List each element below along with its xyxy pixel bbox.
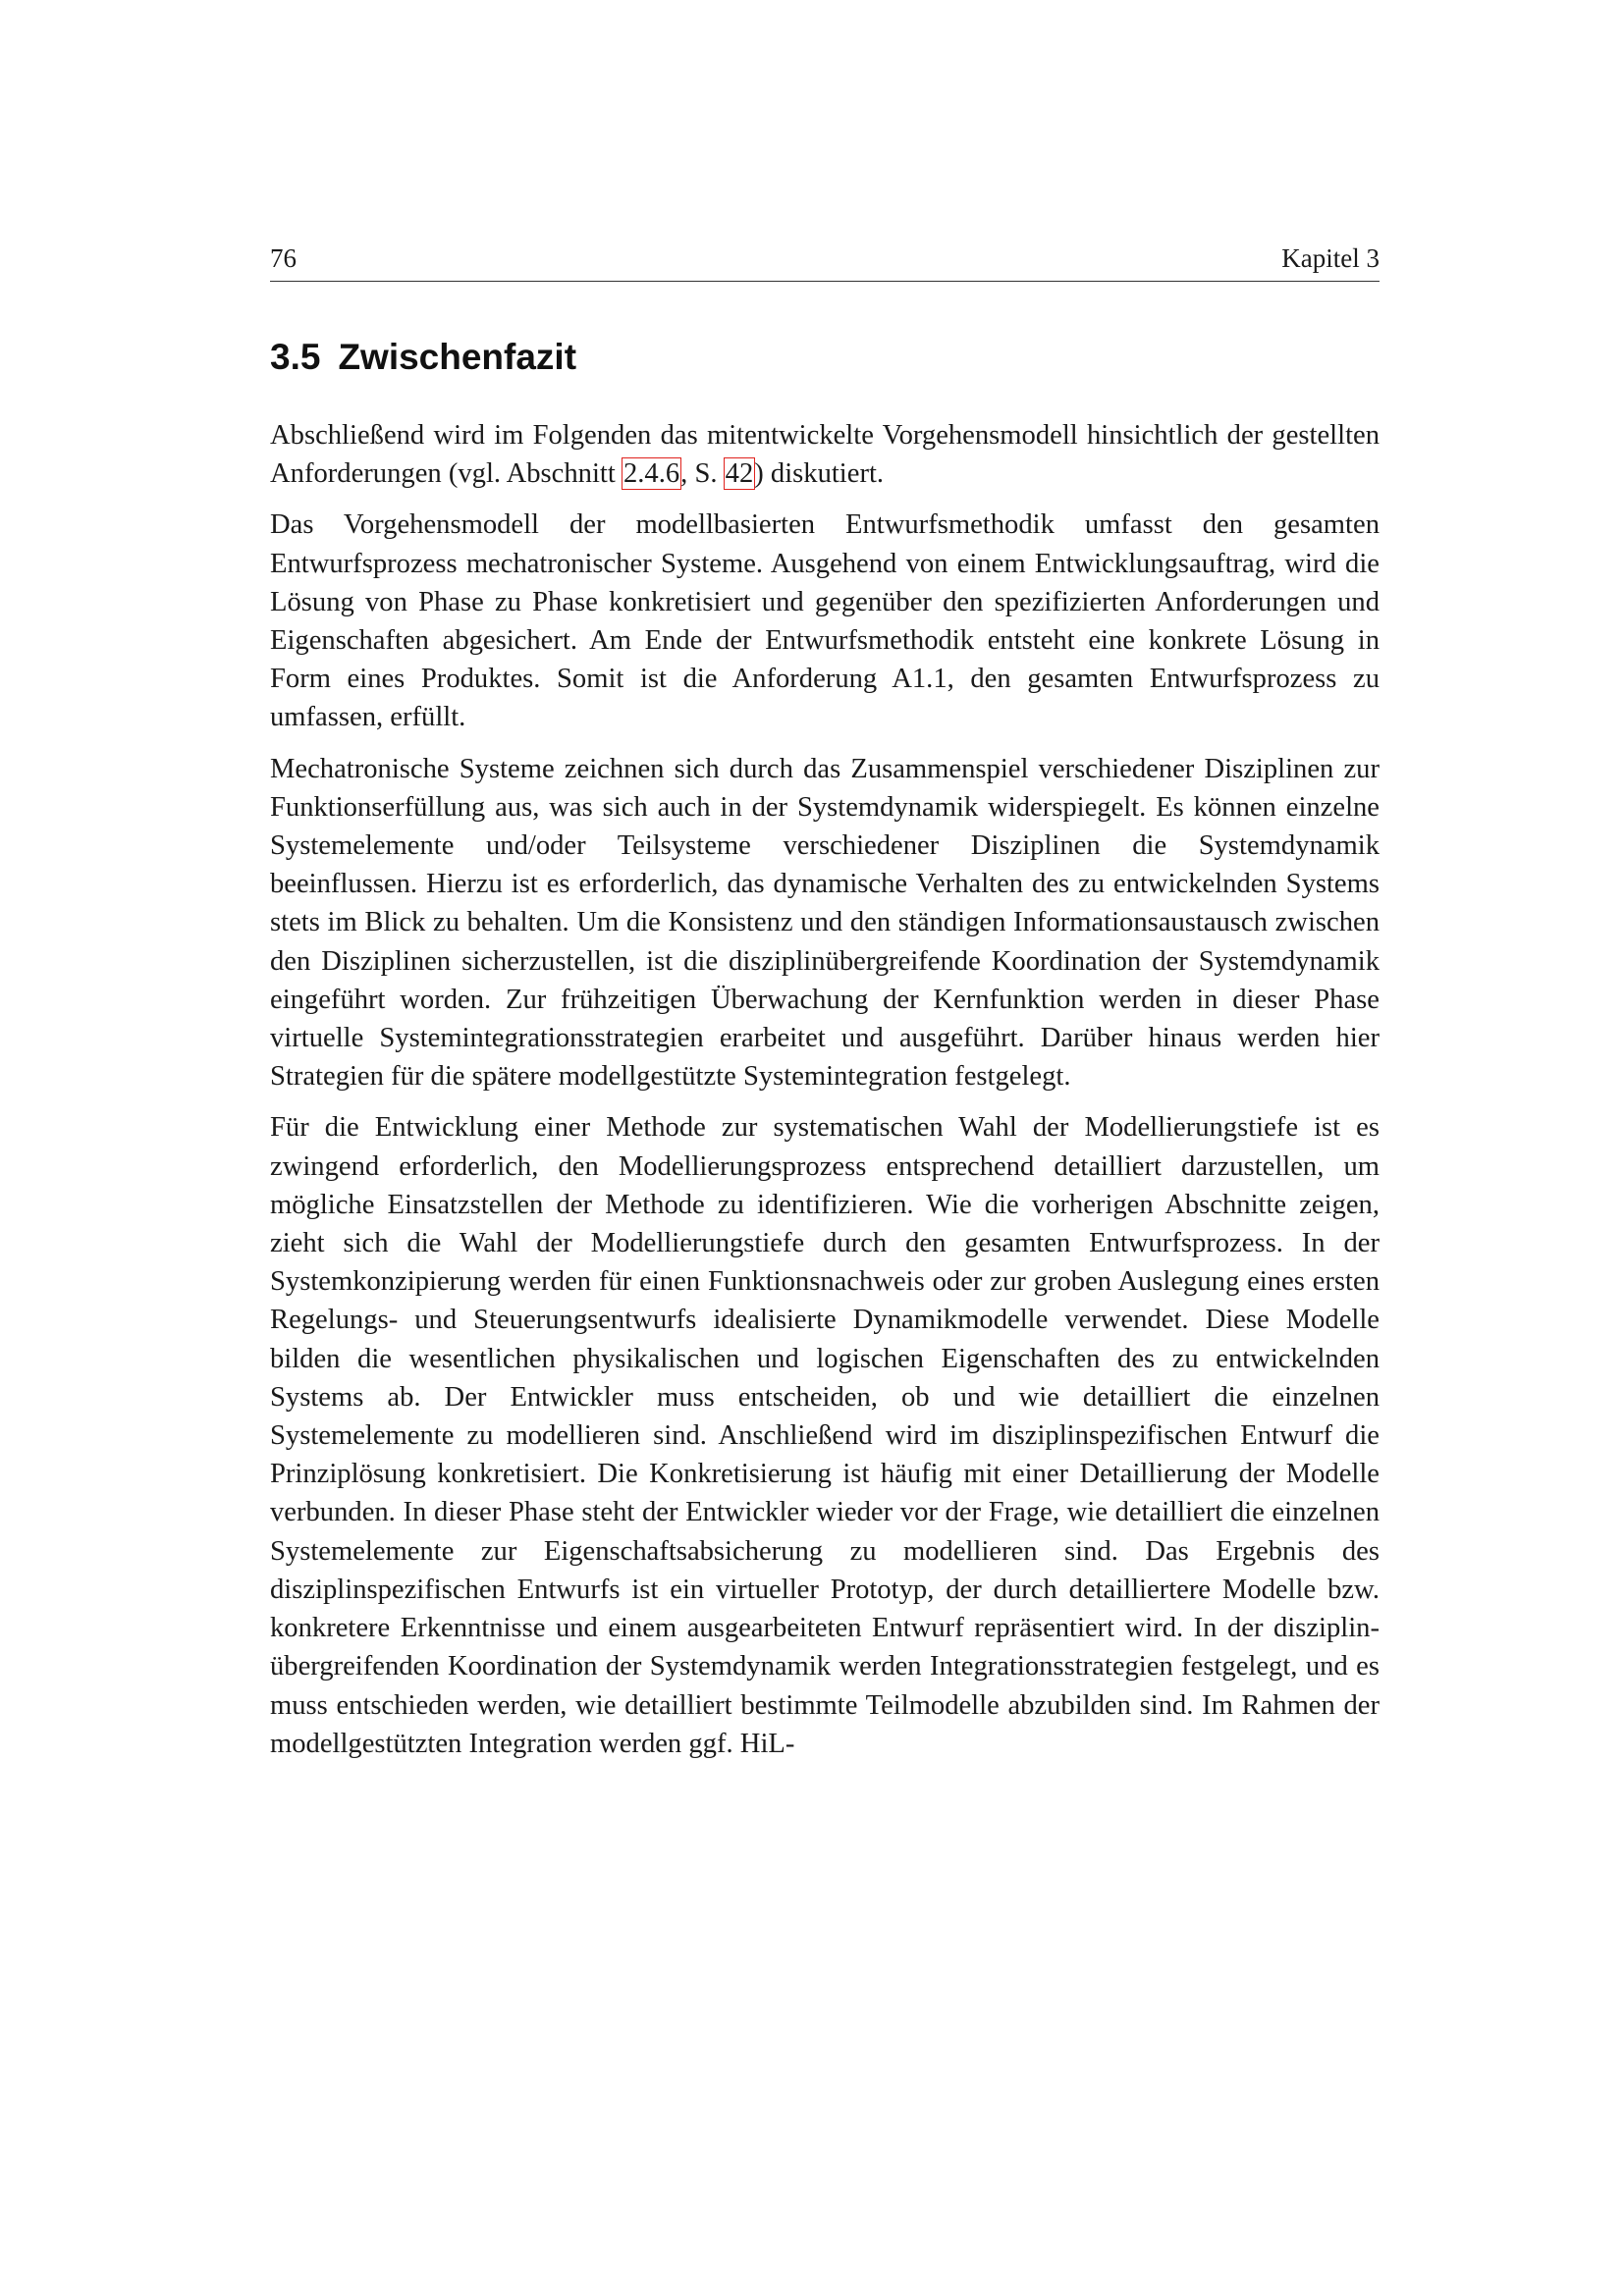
running-head <box>270 243 1380 282</box>
paragraph-4: Für die Entwicklung einer Methode zur systematischen Wahl der Modellierungstiefe ist es zwingend erforderlich, den Modellierungsprozess entsprechend detailliert darzustellen, um mögliche Einsatzstellen der Methode zu identifizieren. Wie die vorherigen Abschnitte zeigen, zieht sich die Wahl der Modellierungstiefe durch den gesamten Entwurfsprozess. In der Systemkonzipierung werden für einen Funktionsnachweis oder zur groben Auslegung eines ersten Regelungs- und Steuerungsentwurfs idealisierte Dynamikmodelle verwendet. Diese Modelle bilden die wesentlichen physikalischen und logischen Eigenschaften des zu entwickelnden Systems ab. Der Entwickler muss entscheiden, ob und wie detailliert die einzelnen Systemelemente zu modellieren sind. Anschließend wird im disziplinspezifischen Entwurf die Prinziplösung konkretisiert. Die Konkretisierung ist häufig mit einer Detaillierung der Modelle verbunden. In dieser Phase steht der Entwickler wieder vor der Frage, wie detailliert die einzelnen Systemelemente zur Eigenschaftsabsicherung zu modellieren sind. Das Ergebnis des disziplinspezifischen Entwurfs ist ein virtueller Prototyp, der durch detailliertere Modelle bzw. konkretere Erkenntnisse und einem ausgearbeiteten Entwurf repräsentiert wird. In der disziplinübergreifenden Koordination der Systemdynamik werden Integrationsstrategien festgelegt, und es muss entschieden werden, wie detailliert bestimmte Teilmodelle abzubilden sind. Im Rahmen der modellgestützten Integration werden ggf. HiL- <box>270 1112 1380 1759</box>
intro-text-before: Abschließend wird im Folgenden das mitentwickelte Vorgehensmodell hinsichtlich der gestellten Anforderungen (vgl. Abschnitt <box>270 420 1380 490</box>
page-reference-link[interactable]: 42 <box>725 458 754 490</box>
intro-text-after: ) diskutiert. <box>754 458 885 490</box>
page-number: 76 <box>270 243 297 273</box>
paragraph-intro <box>270 416 1380 493</box>
body-text <box>270 416 1380 1776</box>
intro-text-middle: , S. <box>680 458 725 490</box>
paragraph-3: Mechatronische Systeme zeichnen sich durch das Zusammenspiel verschiedener Disziplinen zur Funktionserfüllung aus, was sich auch in der Systemdynamik widerspiegelt. Es können einzelne Systemelemente und/oder Teilsysteme verschiedener Disziplinen die Systemdynamik beeinflussen. Hierzu ist es erforderlich, das dynamische Verhalten des zu entwickelnden Systems stets im Blick zu behalten. Um die Konsistenz und den ständigen Informationsaustausch zwischen den Disziplinen sicherzustellen, ist die disziplinübergreifende Koordination der Systemdynamik eingeführt worden. Zur frühzeitigen Überwachung der Kernfunktion werden in dieser Phase virtuelle Systemintegrationsstrategien erarbeitet und ausgeführt. Darüber hinaus werden hier Strategien für die spätere modellgestützte Systemintegration festgelegt. <box>270 753 1380 1093</box>
section-number: 3.5 <box>270 337 321 377</box>
chapter-label: Kapitel 3 <box>1281 243 1380 273</box>
section-heading <box>270 336 576 379</box>
section-title: Zwischenfazit <box>338 337 577 377</box>
section-reference-link[interactable]: 2.4.6 <box>623 458 680 490</box>
paragraph-2: Das Vorgehensmodell der modellbasierten Entwurfsmethodik umfasst den gesamten Entwurfsprozess mechatronischer Systeme. Ausgehend von einem Entwicklungsauftrag, wird die Lösung von Phase zu Phase konkretisiert und gegenüber den spezifizierten Anforderungen und Eigenschaften abgesichert. Am Ende der Entwurfsmethodik entsteht eine konkrete Lösung in Form eines Produktes. Somit ist die Anforderung A1.1, den gesamten Entwurfsprozess zu umfassen, erfüllt. <box>270 509 1380 733</box>
